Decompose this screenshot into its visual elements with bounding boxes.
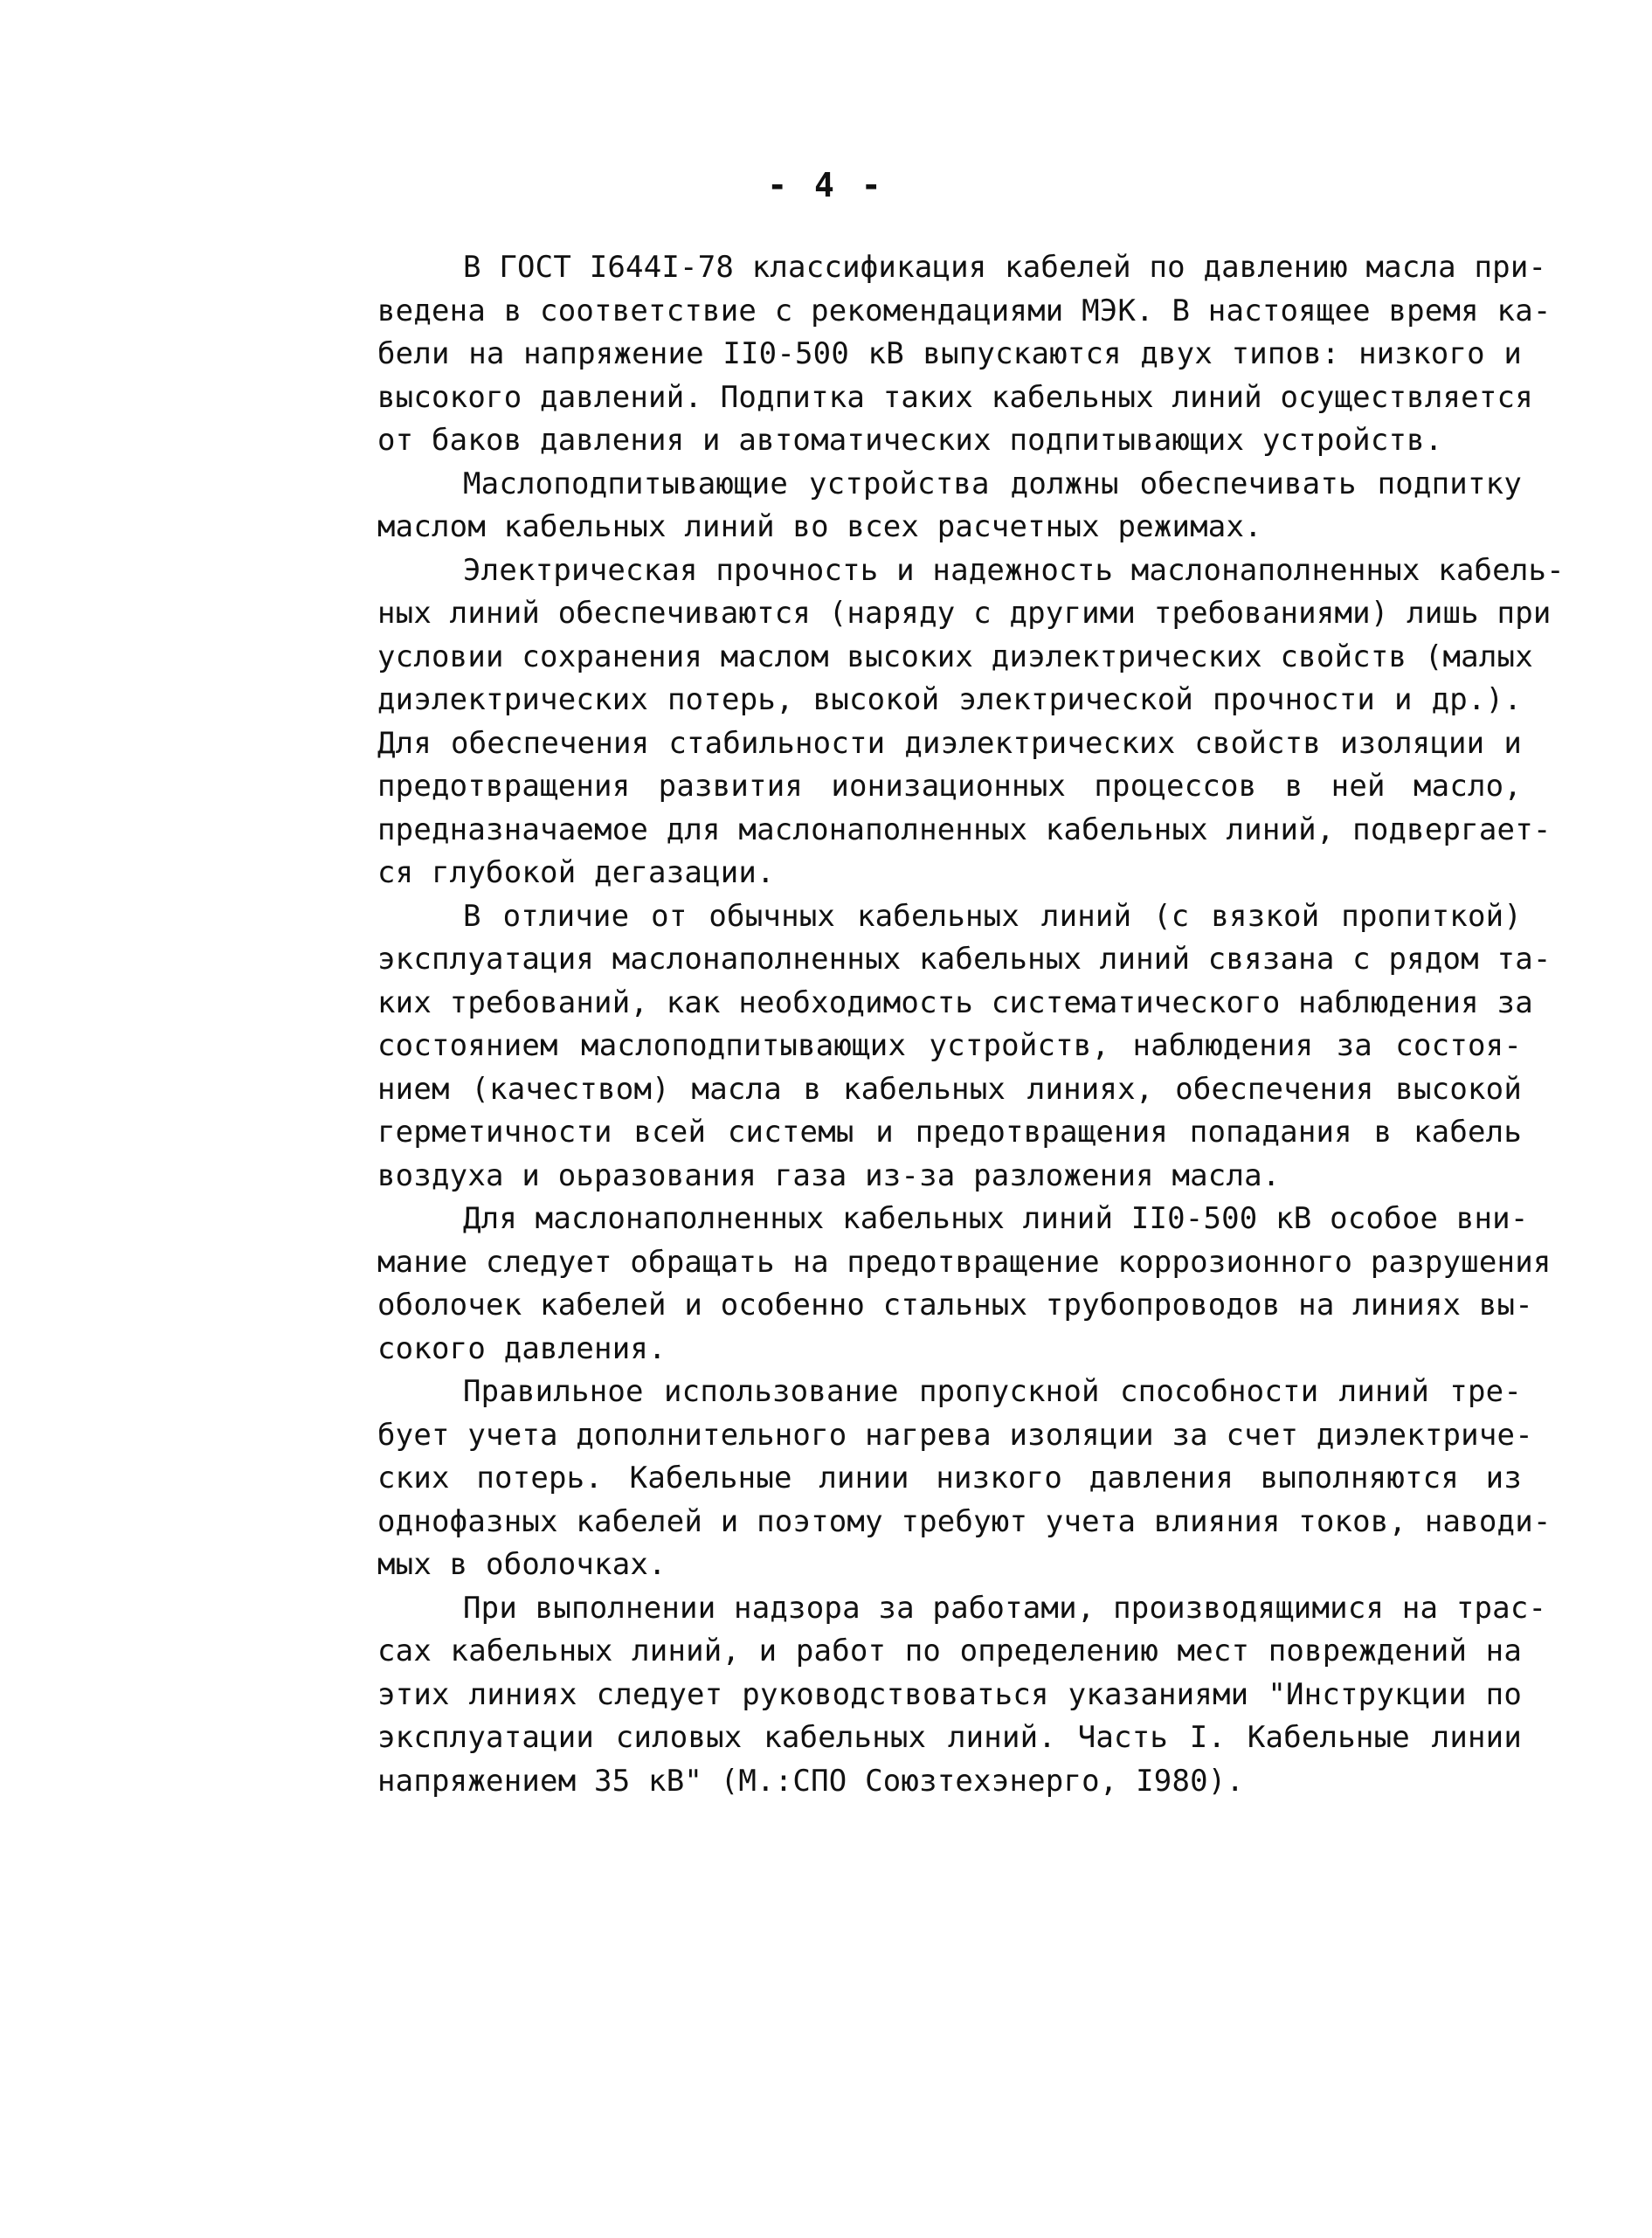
text-line: высокого давлений. Подпитка таких кабельных линий осуществляется: [377, 379, 1533, 415]
text-line: мых в оболочках.: [377, 1547, 667, 1582]
text-line: ся глубокой дегазации.: [377, 855, 775, 890]
page-number: - 4 -: [767, 166, 885, 204]
text-line: Маслоподпитывающие устройства должны обеспечивать подпитку: [463, 466, 1522, 501]
text-line: предназначаемое для маслонаполненных кабельных линий, подвергает-: [377, 812, 1552, 847]
text-line: состоянием маслоподпитывающих устройств, наблюдения за состоя-: [377, 1028, 1522, 1063]
text-line: бует учета дополнительного нагрева изоляции за счет диэлектриче-: [377, 1417, 1533, 1453]
text-line: ведена в соответствие с рекомендациями МЭК. В настоящее время ка-: [377, 293, 1552, 328]
text-line: мание следует обращать на предотвращение коррозионного разрушения: [377, 1244, 1552, 1280]
text-line: однофазных кабелей и поэтому требуют учета влияния токов, наводи-: [377, 1503, 1552, 1539]
text-line: Для обеспечения стабильности диэлектрических свойств изоляции и: [377, 725, 1522, 761]
text-line: напряжением 35 кВ" (М.:СПО Союзтехэнерго, I980).: [377, 1763, 1245, 1799]
text-line: В отличие от обычных кабельных линий (с вязкой пропиткой): [463, 898, 1522, 934]
text-line: этих линиях следует руководствоваться указаниями "Инструкции по: [377, 1676, 1522, 1712]
text-line: При выполнении надзора за работами, производящимися на трас-: [463, 1590, 1547, 1626]
text-line: нием (качеством) масла в кабельных линиях, обеспечения высокой: [377, 1071, 1522, 1107]
text-line: диэлектрических потерь, высокой электрической прочности и др.).: [377, 682, 1522, 717]
text-line: эксплуатация маслонаполненных кабельных линий связана с рядом та-: [377, 942, 1552, 977]
text-line: сокого давления.: [377, 1330, 667, 1366]
text-line: В ГОСТ I644I-78 классификация кабелей по давлению масла при-: [463, 250, 1547, 285]
text-line: эксплуатации силовых кабельных линий. Часть I. Кабельные линии: [377, 1720, 1522, 1755]
text-line: сах кабельных линий, и работ по определению мест повреждений на: [377, 1634, 1522, 1668]
text-line: маслом кабельных линий во всех расчетных режимах.: [377, 509, 1262, 544]
text-line: воздуха и оьразования газа из-за разложения масла.: [377, 1157, 1281, 1193]
text-line: Для маслонаполненных кабельных линий II0-500 кВ особое вни-: [463, 1201, 1529, 1236]
text-line: герметичности всей системы и предотвращения попадания в кабель: [377, 1115, 1522, 1150]
text-line: ских потерь. Кабельные линии низкого давления выполняются из: [377, 1461, 1522, 1495]
text-line: ких требований, как необходимость систематического наблюдения за: [377, 984, 1533, 1020]
text-line: ных линий обеспечиваются (наряду с другими требованиями) лишь при: [377, 596, 1552, 631]
text-line: предотвращения развития ионизационных процессов в ней масло,: [377, 769, 1522, 804]
text-line: Электрическая прочность и надежность маслонаполненных кабель-: [463, 552, 1565, 588]
text-line: условии сохранения маслом высоких диэлектрических свойств (малых: [377, 639, 1533, 674]
text-line: оболочек кабелей и особенно стальных трубопроводов на линиях вы-: [377, 1288, 1533, 1323]
text-line: бели на напряжение II0-500 кВ выпускаются двух типов: низкого и: [377, 336, 1522, 371]
document-body: [377, 246, 1565, 1803]
text-line: Правильное использование пропускной способности линий тре-: [463, 1374, 1522, 1409]
text-line: от баков давления и автоматических подпитывающих устройств.: [377, 423, 1443, 458]
